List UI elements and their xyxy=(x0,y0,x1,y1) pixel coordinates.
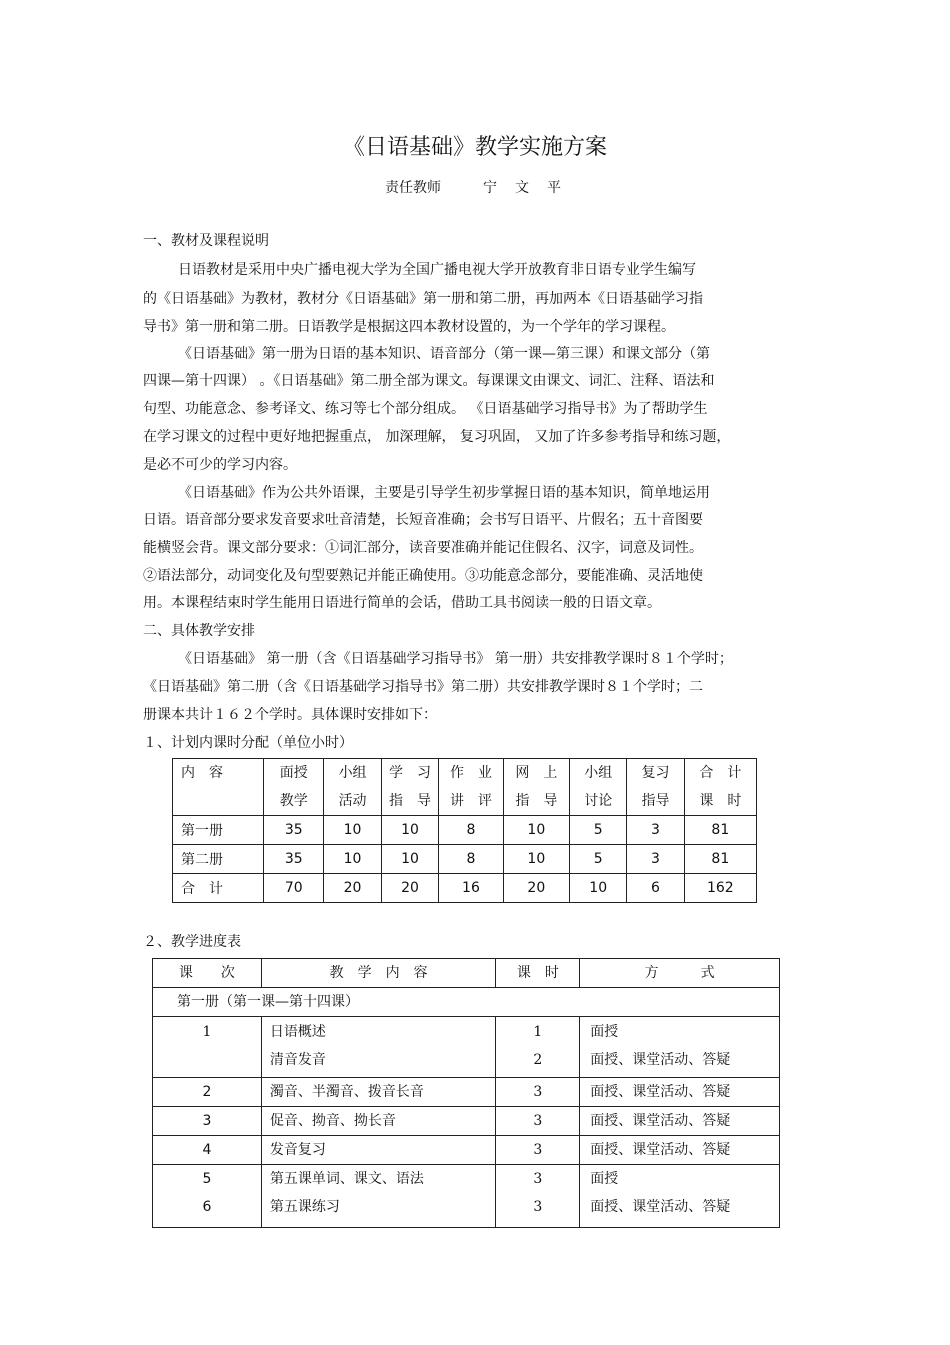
table-cell: 81 xyxy=(684,845,756,874)
header-cell: 课 次 xyxy=(153,959,262,988)
table-cell: 合 计 xyxy=(173,874,264,903)
paragraph-line: 日语教材是采用中央广播电视大学为全国广播电视大学开放教育非日语专业学生编写 xyxy=(178,262,696,278)
author-line xyxy=(385,177,579,197)
table-cell: 6 xyxy=(627,874,684,903)
paragraph-line: 能横竖会背。课文部分要求：①词汇部分，读音要准确并能记住假名、汉字，词意及词性。 xyxy=(143,540,703,556)
header-cell: 课 时 xyxy=(496,959,580,988)
table-cell: 10 xyxy=(570,874,627,903)
table-cell: 20 xyxy=(381,874,439,903)
table-row xyxy=(153,1017,780,1078)
header-cell: 小组 讨论 xyxy=(570,759,627,816)
paragraph-line: 四课—第十四课） 。《日语基础》第二册全部为课文。每课课文由课文、词汇、注释、语法和 xyxy=(143,373,715,389)
table-row xyxy=(153,1107,780,1136)
paragraph-line: 是必不可少的学习内容。 xyxy=(143,457,297,473)
paragraph-line: 册课本共计１６２个学时。具体课时安排如下： xyxy=(143,707,437,723)
table-cell: 发音复习 xyxy=(261,1136,496,1165)
table-cell: 8 xyxy=(439,845,503,874)
paragraph-line: 日语。语音部分要求发音要求吐音清楚，长短音准确；会书写日语平、片假名；五十音图要 xyxy=(143,512,703,528)
paragraph-line: 《日语基础》第一册为日语的基本知识、语音部分（第一课—第三课）和课文部分（第 xyxy=(178,346,710,362)
table-group-row xyxy=(153,988,780,1017)
paragraph-line: 句型、功能意念、参考译文、练习等七个部分组成。 《日语基础学习指导书》为了帮助学生 xyxy=(143,401,708,417)
table-cell: 10 xyxy=(381,816,439,845)
table-header-row xyxy=(173,759,757,816)
table-cell: 面授、课堂活动、答疑 xyxy=(580,1107,780,1136)
header-cell: 学 习 指 导 xyxy=(381,759,439,816)
header-cell: 网 上 指 导 xyxy=(503,759,569,816)
paragraph-line: 在学习课文的过程中更好地把握重点， 加深理解， 复习巩固， 又加了许多参考指导和练习题， xyxy=(143,429,731,445)
teaching-schedule-table xyxy=(152,958,780,1228)
table1-caption: １、计划内课时分配（单位小时） xyxy=(143,735,353,751)
paragraph-line: 用。本课程结束时学生能用日语进行简单的会话，借助工具书阅读一般的日语文章。 xyxy=(143,595,661,611)
table-cell: 8 xyxy=(439,816,503,845)
table-cell: 第二册 xyxy=(173,845,264,874)
table-cell: 3 xyxy=(496,1078,580,1107)
table-cell: 3 xyxy=(627,845,684,874)
table-cell: 面授、课堂活动、答疑 xyxy=(580,1078,780,1107)
author-label: 责任教师 xyxy=(385,180,441,196)
table-cell: 3 xyxy=(153,1107,262,1136)
paragraph-line: 《日语基础》 第一册（含《日语基础学习指导书》 第一册）共安排教学课时８１个学时； xyxy=(178,651,733,667)
header-cell: 合 计 课 时 xyxy=(684,759,756,816)
group-label: 第一册（第一课—第十四课） xyxy=(153,988,780,1017)
header-cell: 教 学 内 容 xyxy=(261,959,496,988)
header-cell: 作 业 讲 评 xyxy=(439,759,503,816)
table-cell: 1 xyxy=(153,1017,262,1078)
table-cell: 5 6 xyxy=(153,1165,262,1228)
table-cell: 第五课单词、课文、语法 第五课练习 xyxy=(261,1165,496,1228)
paragraph-line: 《日语基础》第二册（含《日语基础学习指导书》第二册）共安排教学课时８１个学时；二 xyxy=(143,679,703,695)
table-cell: 20 xyxy=(503,874,569,903)
table-row xyxy=(173,874,757,903)
table-cell: 濁音、半濁音、拨音长音 xyxy=(261,1078,496,1107)
table-cell: 促音、拗音、拗长音 xyxy=(261,1107,496,1136)
table-cell: 162 xyxy=(684,874,756,903)
table-cell: 70 xyxy=(264,874,324,903)
hours-allocation-table xyxy=(172,758,757,903)
paragraph-line: 《日语基础》作为公共外语课，主要是引导学生初步掌握日语的基本知识，简单地运用 xyxy=(178,485,710,501)
table-cell: 10 xyxy=(503,816,569,845)
header-cell: 方 式 xyxy=(580,959,780,988)
table-header-row xyxy=(153,959,780,988)
table-row xyxy=(153,1078,780,1107)
table-cell: 日语概述 清音发音 xyxy=(261,1017,496,1078)
header-cell: 复习 指导 xyxy=(627,759,684,816)
table-cell: 面授、课堂活动、答疑 xyxy=(580,1136,780,1165)
table-cell: 3 xyxy=(496,1107,580,1136)
table-cell: 35 xyxy=(264,816,324,845)
table2-caption: ２、教学进度表 xyxy=(143,934,241,950)
table-cell: 16 xyxy=(439,874,503,903)
table-row xyxy=(173,816,757,845)
table-cell: 5 xyxy=(570,845,627,874)
table-row xyxy=(173,845,757,874)
table-cell: 1 2 xyxy=(496,1017,580,1078)
table-cell: 81 xyxy=(684,816,756,845)
table-cell: 10 xyxy=(503,845,569,874)
author-name: 宁文平 xyxy=(483,180,579,196)
table-cell: 3 xyxy=(627,816,684,845)
table-row xyxy=(153,1136,780,1165)
table-cell: 第一册 xyxy=(173,816,264,845)
table-cell: 3 3 xyxy=(496,1165,580,1228)
table-cell: 2 xyxy=(153,1078,262,1107)
header-cell: 小组 活动 xyxy=(324,759,381,816)
table-cell: 3 xyxy=(496,1136,580,1165)
header-cell: 内 容 xyxy=(173,759,264,816)
table-cell: 10 xyxy=(324,845,381,874)
table-cell: 35 xyxy=(264,845,324,874)
table-cell: 10 xyxy=(324,816,381,845)
section2-heading: 二、具体教学安排 xyxy=(143,623,255,639)
paragraph-line: 导书》第一册和第二册。日语教学是根据这四本教材设置的，为一个学年的学习课程。 xyxy=(143,319,675,335)
table-cell: 5 xyxy=(570,816,627,845)
table-row xyxy=(153,1165,780,1228)
paragraph-line: ②语法部分，动词变化及句型要熟记并能正确使用。③功能意念部分，要能准确、灵活地使 xyxy=(143,568,703,584)
paragraph-line: 的《日语基础》为教材，教材分《日语基础》第一册和第二册，再加两本《日语基础学习指 xyxy=(143,291,703,307)
header-cell: 面授 教学 xyxy=(264,759,324,816)
table-cell: 4 xyxy=(153,1136,262,1165)
table-cell: 10 xyxy=(381,845,439,874)
page-title: 《日语基础》教学实施方案 xyxy=(342,135,607,160)
table-cell: 面授 面授、课堂活动、答疑 xyxy=(580,1165,780,1228)
table-cell: 面授 面授、课堂活动、答疑 xyxy=(580,1017,780,1078)
section1-heading: 一、教材及课程说明 xyxy=(143,233,269,249)
table-cell: 20 xyxy=(324,874,381,903)
